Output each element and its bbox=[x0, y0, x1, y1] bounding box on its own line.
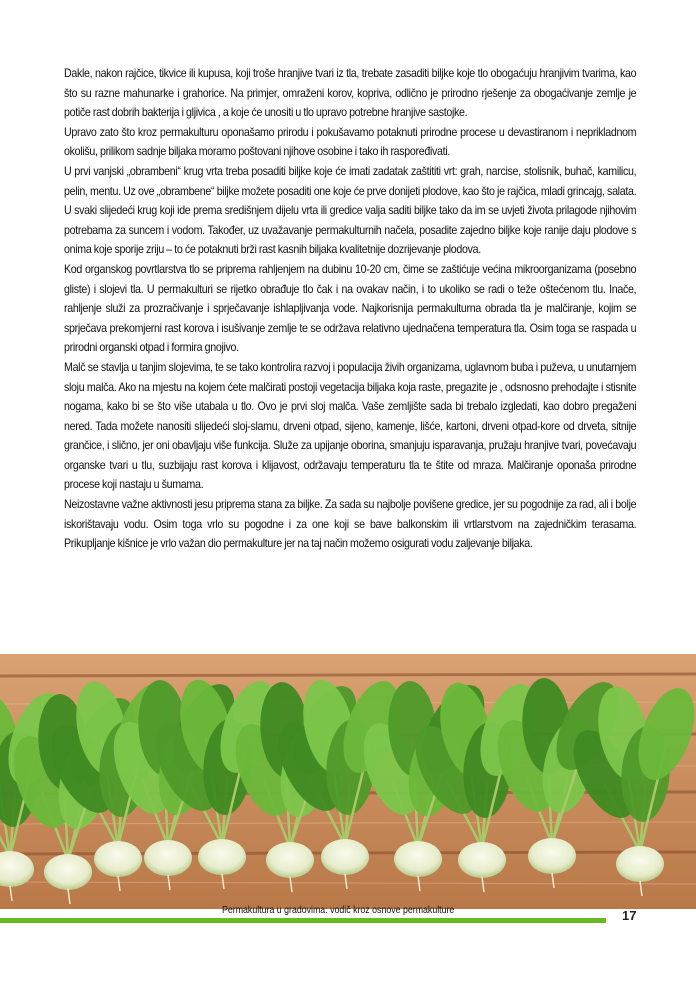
turnip-bulb bbox=[458, 842, 506, 878]
paragraph-6: Neizostavne važne aktivnosti jesu priprema stana za biljke. Za sada su najbolje povišene gredice, jer su pogodnije za rad, ali i bolje iskorištavaju vodu. Osim toga vrlo su pogodne i za one koji se bave balkonskim ili vrtlarstvom na zajedničkim terasama. Prikupljanje kišnice je vrlo važan dio permakulture jer na taj način možemo osigurati vodu zaljevanje biljaka. bbox=[64, 498, 637, 551]
turnip-bulb bbox=[144, 840, 192, 876]
paragraph-4: Kod organskog povrtlarstva tlo se priprema rahljenjem na dubinu 10-20 cm, čime se zaštićuje većina mikroorganizama (posebno gliste) i slojevi tla. U permakulturi se rijetko obrađuje tlo čak i na ovakav način, i to ukoliko se radi o teže oštećenom tlu. Inače, rahljenje služi za prozračivanje i sprječavanje ishlapljivanja vode. Najkorisnija permakulturna obrada tla je malčiranje, kojim se sprječava prekomjerni rast korova i isušivanje zemlje te se održava relativno ujednačena temperatura tla. Osim toga se raspada u prirodni organski otpad i formira gnojivo. bbox=[64, 262, 637, 355]
turnips-on-wood-photo bbox=[0, 654, 696, 909]
body-text bbox=[64, 64, 636, 554]
page-number: 17 bbox=[622, 908, 637, 923]
paragraph-5: Malč se stavlja u tanjim slojevima, te se tako kontrolira razvoj i populacija živih organizama, uglavnom buba i puževa, u unutarnjem sloju malča. Ako na mjestu na kojem ćete malčirati postoji vegetacija biljaka koja raste, pregazite je , odsnosno prehodajte i stisnite nogama, kako bi se što više utabala u tlo. Ovo je prvi sloj malča. Vaše zemljište sada bi trebalo izgledati, kao dobro pregaženi nered. Tada možete nanositi slijedeći sloj-slamu, drveni otpad, sijeno, kamenje, lišće, kartoni, drveni otpad-kore od drveta, sitnije grančice, i slično, jer oni obavljaju više funkcija. Služe za upijanje oborina, smanjuju isparavanja, pružaju hranjive tvari, povećavaju organske tvari u tlu, suzbijaju rast korova i klijavost, održavaju temperaturu tla te štite od mraza. Malčiranje oponaša prirodne procese koji nastaju u šumama. bbox=[64, 360, 637, 492]
turnip-bulb bbox=[528, 838, 576, 874]
turnip-bulb bbox=[94, 841, 142, 877]
paragraph-2: Upravo zato što kroz permakulturu oponašamo prirodu i pokušavamo potaknuti prirodne procese u devastiranom i neprikladnom okolišu, prilikom sadnje biljaka moramo poštovani njihove osobine i tako ih raspoređivati. bbox=[64, 125, 637, 159]
turnip-bulb bbox=[198, 839, 246, 875]
photo-illustration bbox=[0, 654, 696, 909]
turnip-bulb bbox=[616, 846, 664, 882]
turnip-bulb bbox=[44, 854, 92, 890]
turnip-bulb bbox=[321, 839, 369, 875]
footer-accent-bar bbox=[0, 918, 606, 923]
footer-title: Permakultura u gradovima: vodič kroz osnove permakulture bbox=[222, 905, 455, 916]
turnip-bulb bbox=[266, 842, 314, 878]
paragraph-1: Dakle, nakon rajčice, tikvice ili kupusa, koji troše hranjive tvari iz tla, trebate zasaditi biljke koje tlo obogaćuju hranjivim tvarima, kao što su razne mahunarke i grahorice. Na primjer, omraženi korov, kopriva, odlično je prirodno rješenje za obogaćivanje zemlje je potiče rast dobrih bakterija i gljivica , a koje će unositi u tlo upravo potrebne hranjive sastojke. bbox=[64, 67, 637, 120]
paragraph-3: U prvi vanjski „obrambeni“ krug vrta treba posaditi biljke koje će imati zadatak zaštititi vrt: grah, narcise, stolisnik, buhač, kamilicu, pelin, mentu. Uz ove „obrambene“ biljke možete posaditi one koje će prve donijeti plodove, kao što je rajčica, mladi grincajg, salata. U svaki slijedeći krug koji ide prema središnjem dijelu vrta ili gredice valja saditi biljke tako da im se uvjeti života prilagode njihovim potrebama za suncem i vodom. Također, uz uvažavanje permakulturnih načela, posadite zajedno biljke koje ranije daju plodove s onima koje sporije zriju – to će potaknuti brži rast kasnih biljaka kvalitetnije dozrijevanje plodova. bbox=[64, 164, 637, 257]
turnip-bulb bbox=[394, 841, 442, 877]
